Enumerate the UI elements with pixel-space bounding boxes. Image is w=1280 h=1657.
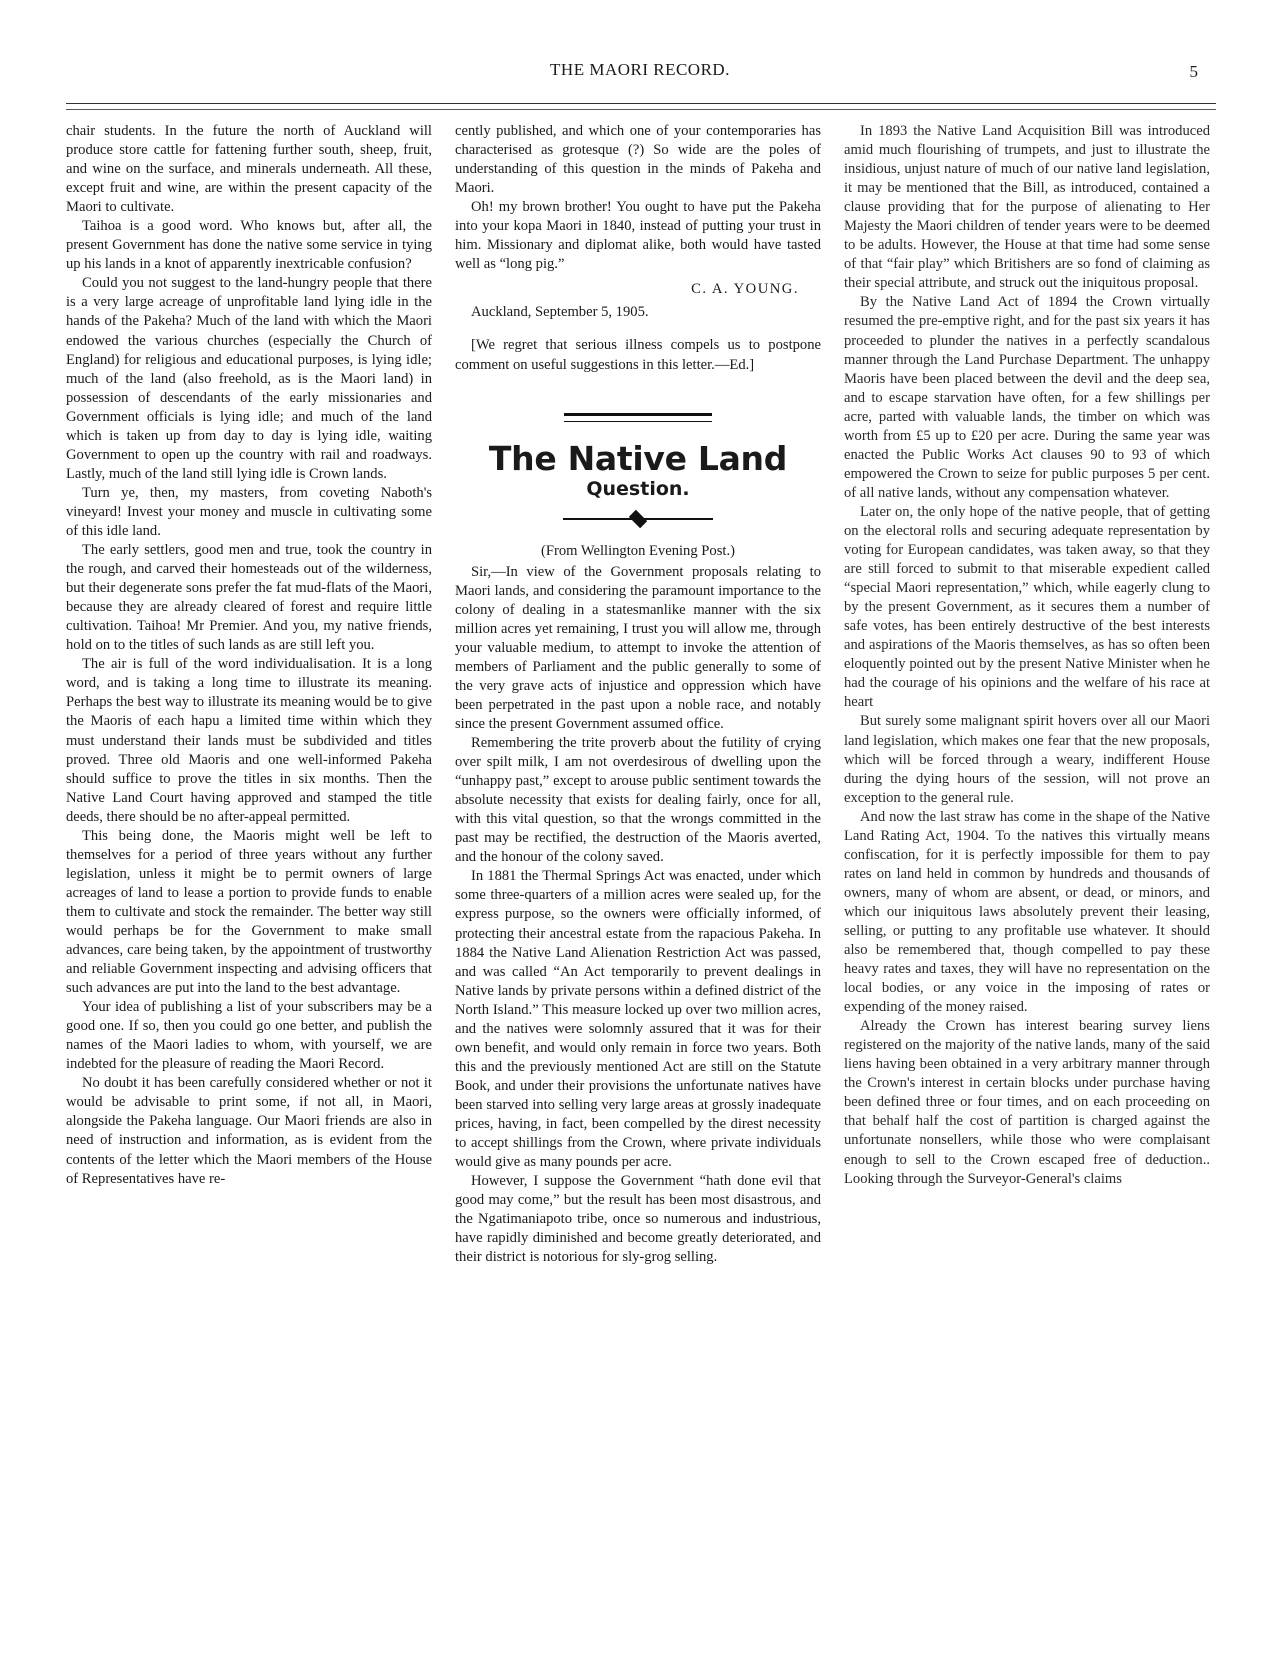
letter-dateline: Auckland, September 5, 1905. — [471, 304, 649, 321]
paragraph: Sir,—In view of the Government proposals relating to Maori lands, and considering the paramount importance to the colony of dealing in a statesmanlike manner with the six million acres yet remaining, I trust you will allow me, through your valuable medium, to attempt to invoke the attention of members of Parliament and the public generally to some of the very grave acts of injustice and oppression which have been perpetrated in the past upon a noble race, and notably since the present Government assumed office. — [455, 563, 821, 732]
paragraph: By the Native Land Act of 1894 the Crown virtually resumed the pre-emptive right, and for the past six years it has proceeded to plunder the natives in a perfectly scandalous manner through the Land Purchase Department. The unhappy Maoris have been placed between the devil and the deep sea, and to escape starvation have often, for a few shillings per acre, parted with valuable lands, the timber on which was worth from £5 up to £20 per acre. During the same year was enacted the Public Works Act clauses 90 to 93 of which empowered the Crown to seize for public purposes 5 per cent. of all native lands, without any compensation whatever. — [844, 294, 1210, 501]
paragraph: Oh! my brown brother! You ought to have put the Pakeha into your kopa Maori in 1840, instead of putting your trust in him. Missionary and diplomat alike, both would have tasted well as “long pig.” — [455, 199, 821, 273]
paragraph: Later on, the only hope of the native people, that of getting on the electoral rolls and securing adequate representation by voting for European candidates, was taken away, so that they are still forced to submit to that miserable expedient called “special Maori representation,” which, while eagerly clung to by the present Government, as it secures them a number of safe votes, has been entirely destructive of the best interests and aspirations of the Maoris themselves, as has so often been eloquently pointed out by the present Native Minister when he had the courage of his opinions and the welfare of his race at heart — [844, 503, 1210, 711]
article-headline: The Native Land — [488, 438, 788, 478]
article-source: (From Wellington Evening Post.) — [541, 542, 735, 559]
paragraph: Taihoa is a good word. Who knows but, after all, the present Government has done the native some service in tying up his lands in a knot of apparently inextricable confusion? — [66, 218, 432, 273]
paragraph: In 1881 the Thermal Springs Act was enacted, under which some three-quarters of a million acres were sealed up, for the express purpose, so the owners were officially informed, of protecting their ancestral estate from the rapacious Pakeha. In 1884 the Native Land Alienation Restriction Act was passed, and was called “An Act temporarily to prevent dealings in Native lands by private persons within a defined district of the North Island.” This measure locked up over two million acres, and the natives were solomnly assured that it was for their own benefit, and would only remain in force two years. Both this and the previously mentioned Act are still on the Statute Book, and under their provisions the unfortunate natives have been starved into selling very large areas at grossly inadequate prices, having, in fact, been compelled by the direst necessity to accept shillings from the Crown, where private individuals would give as many pounds per acre. — [455, 868, 821, 1171]
paragraph: No doubt it has been carefully considered whether or not it would be advisable to print some, if not all, in Maori, alongside the Pakeha language. Our Maori friends are also in need of instruction and information, as is evident from the contents of the letter which the Maori members of the House of Representatives have re- — [66, 1075, 432, 1187]
paragraph: The air is full of the word individualisation. It is a long word, and is taking a long time to illustrate its meaning. Perhaps the best way to illustrate its meaning would be to give the Maoris of each hapu a limited time within which they must understand their lands must be subdivided and titles proved. Three old Maoris and one well-informed Pakeha should suffice to prove the titles in six months. Then the Native Land Court having approved and stamped the title deeds, there should be no after-appeal permitted. — [66, 656, 432, 825]
paragraph: cently published, and which one of your contemporaries has characterised as grotesque (?) So wide are the poles of understanding of this question in the minds of Pakeha and Maori. — [455, 123, 821, 197]
paragraph: In 1893 the Native Land Acquisition Bill was introduced amid much flourishing of trumpets, and just to illustrate the insidious, unjust nature of much of our native land legislation, it may be mentioned that the Bill, as introduced, contained a clause providing that for the purpose of alienating to Her Majesty the Maori children of tender years were to be deemed to be adults. However, the House at that time had some sense of that “fair play” which Britishers are so fond of claiming as their special attribute, and struck out the iniquitous proposal. — [844, 123, 1210, 292]
letter-signature: C. A. YOUNG. — [691, 281, 799, 298]
paragraph: Remembering the trite proverb about the futility of crying over spilt milk, I am not overdesirous of dwelling upon the “unhappy past,” except to arouse public sentiment towards the absolute necessity that exists for dealing fairly, once for all, with this vital question, so that the wrongs committed in the past may be rectified, the destruction of the Maoris averted, and the honour of the colony saved. — [455, 735, 821, 866]
diamond-ornament-divider — [563, 514, 713, 524]
running-header — [0, 60, 1280, 90]
paragraph: However, I suppose the Government “hath done evil that good may come,” but the result has been most disastrous, and the Ngatimaniapoto tribe, once so numerous and industrious, have rapidly diminished and become greatly deteriorated, and their district is notorious for sly-grog selling. — [455, 1173, 821, 1266]
page-number: 5 — [1189, 62, 1198, 81]
paragraph: The early settlers, good men and true, took the country in the rough, and carved their homesteads out of the wilderness, but their degenerate sons prefer the fat mud-flats of the Maori, because they are already cleared of forest and require little cultivation. Taihoa! Mr Premier. And you, my native friends, hold on to the titles of such lands as are still left you. — [66, 542, 432, 654]
paragraph: chair students. In the future the north of Auckland will produce store cattle for fattening further south, sheep, fruit, and wine on the surface, and minerals underneath. All these, except fruit and wine, are within the present capacity of the Maori to cultivate. — [66, 123, 432, 216]
header-rule-divider — [66, 103, 1216, 110]
paragraph: Could you not suggest to the land-hungry people that there is a very large acreage of unprofitable land lying idle in the hands of the Pakeha? Much of the land with which the Maori endowed the various churches (especially the Church of England) for religious and educational purposes, is lying idle; much of the land (also freehold, as is the Maori land) in possession of descendants of the early missionaries and Government officials is lying idle; and much of the land which is taken up from day to day is lying idle, waiting Government to open up the country with rail and roadways. Lastly, much of the land still lying idle is Crown lands. — [66, 275, 432, 482]
publication-title: THE MAORI RECORD. — [550, 60, 730, 79]
diamond-ornament-icon — [629, 509, 647, 527]
column-middle — [455, 122, 821, 1267]
article-subheadline: Question. — [586, 477, 690, 500]
section-double-rule — [564, 413, 712, 422]
paragraph: Turn ye, then, my masters, from coveting Naboth's vineyard! Invest your money and muscle in cultivating some of this idle land. — [66, 484, 432, 539]
paragraph: This being done, the Maoris might well be left to themselves for a period of three years without any further legislation, unless it might be to permit owners of large acreages of land to lease a portion to provide funds to enable them to cultivate and stock the remainder. The better way still would perhaps be for the Government to make small advances, care being taken, by the appointment of trustworthy and reliable Government inspecting and advising officers that such advances are put into the land to the best advantage. — [66, 827, 432, 997]
column-left — [66, 122, 432, 1189]
paragraph: But surely some malignant spirit hovers over all our Maori land legislation, which makes one fear that the new proposals, which will be forced through a weary, indifferent House during the dying hours of the session, will not prove an exception to the general rule. — [844, 713, 1210, 806]
paragraph: Your idea of publishing a list of your subscribers may be a good one. If so, then you could go one better, and publish the names of the Maori ladies to whom, with yourself, we are indebted for the pleasure of reading the Maori Record. — [66, 999, 432, 1073]
editor-note: [We regret that serious illness compels us to postpone comment on useful suggestions in this letter.—Ed.] — [455, 337, 821, 373]
paragraph: And now the last straw has come in the shape of the Native Land Rating Act, 1904. To the natives this virtually means confiscation, for it is perfectly impossible for them to pay rates on land held in common by hundreds and thousands of owners, many of whom are absent, or dead, or minors, and which our iniquitous laws absolutely prevent their leasing, selling, or putting to any profitable use whatever. It should also be remembered that, though compelled to pay these heavy rates and taxes, they will have no representation on the local bodies, or any voice in the imposing of rates or expending of the money raised. — [844, 808, 1210, 1016]
column-right — [844, 122, 1210, 1189]
paragraph: Already the Crown has interest bearing survey liens registered on the majority of the native lands, many of the said liens having been obtained in a very arbitrary manner through the Crown's interest in certain blocks under purchase having been defined three or four times, and on each proceeding on that behalf half the cost of partition is charged against the unfortunate nonsellers, while those who were complaisant enough to sell to the Crown escaped free of deduction.. Looking through the Surveyor-General's claims — [844, 1018, 1210, 1187]
